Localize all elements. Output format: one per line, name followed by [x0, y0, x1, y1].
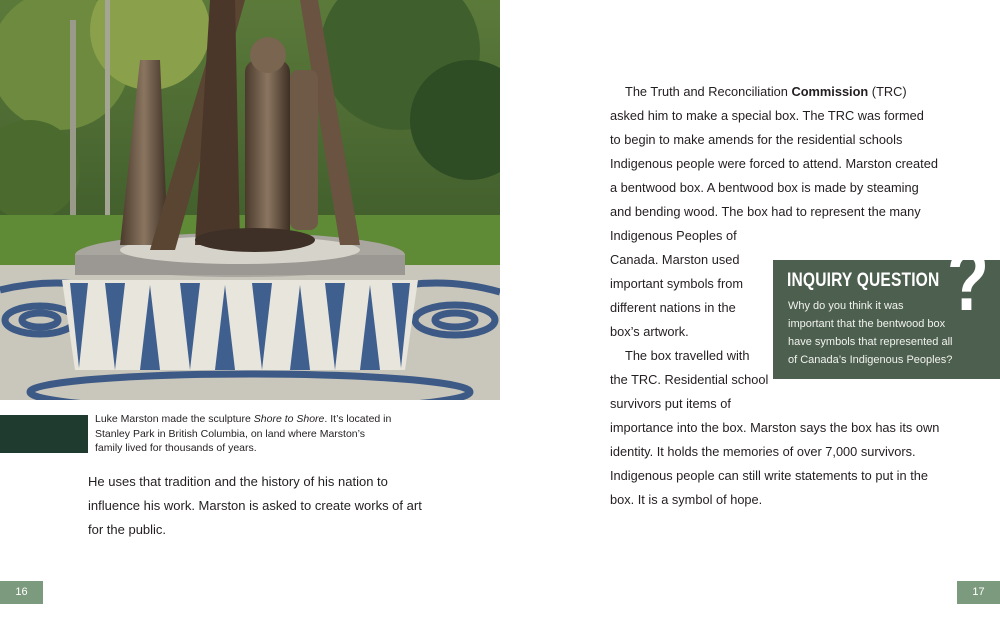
- inquiry-line: important that the bentwood box: [788, 318, 946, 330]
- inquiry-title: INQUIRY QUESTION: [787, 270, 940, 291]
- body-line-first: [610, 80, 920, 104]
- body-line: different nations in the: [610, 300, 736, 315]
- page-number-left: 16: [0, 581, 43, 604]
- body-text: The Truth and Reconciliation: [625, 84, 792, 99]
- body-text: (TRC): [868, 84, 907, 99]
- body-line: influence his work. Marston is asked to create works of art: [88, 498, 422, 513]
- caption-accent-bar: [0, 415, 88, 453]
- caption-text-post: . It’s located in Stanley Park in British Columbia, on land where Marston’s family lived for thousands of years.: [95, 413, 392, 454]
- body-line: to begin to make amends for the residential schools: [610, 132, 903, 147]
- body-line: important symbols from: [610, 276, 743, 291]
- page-number-right: 17: [957, 581, 1000, 604]
- left-body-text: [88, 470, 422, 542]
- photo-caption: [95, 412, 395, 456]
- inquiry-body: [788, 297, 966, 369]
- inquiry-line: Why do you think it was: [788, 300, 904, 312]
- body-line: identity. It holds the memories of over 7,000 survivors.: [610, 444, 916, 459]
- question-mark-icon: ?: [947, 230, 989, 329]
- body-line: Indigenous people can still write statements to put in the: [610, 468, 928, 483]
- inquiry-line: of Canada’s Indigenous Peoples?: [788, 354, 953, 366]
- body-line: He uses that tradition and the history of his nation to: [88, 474, 388, 489]
- sculpture-photo: [0, 0, 500, 400]
- body-line: importance into the box. Marston says the box has its own: [610, 420, 940, 435]
- glossary-term: Commission: [791, 84, 869, 99]
- caption-text-pre: Luke Marston made the sculpture: [95, 413, 254, 425]
- body-line: The box travelled with: [625, 348, 750, 363]
- body-line: asked him to make a special box. The TRC was formed: [610, 108, 924, 123]
- sculpture-title: Shore to Shore: [253, 413, 325, 425]
- body-line: for the public.: [88, 522, 167, 537]
- body-line: and bending wood. The box had to represent the many: [610, 204, 921, 219]
- body-line: Canada. Marston used: [610, 252, 740, 267]
- body-line: a bentwood box. A bentwood box is made by steaming: [610, 180, 919, 195]
- inquiry-line: have symbols that represented all: [788, 336, 953, 348]
- body-line: Indigenous people were forced to attend. Marston created: [610, 156, 938, 171]
- body-line: box’s artwork.: [610, 324, 689, 339]
- body-line: Indigenous Peoples of: [610, 228, 737, 243]
- body-line: the TRC. Residential school: [610, 372, 769, 387]
- body-line: box. It is a symbol of hope.: [610, 492, 763, 507]
- body-line: survivors put items of: [610, 396, 731, 411]
